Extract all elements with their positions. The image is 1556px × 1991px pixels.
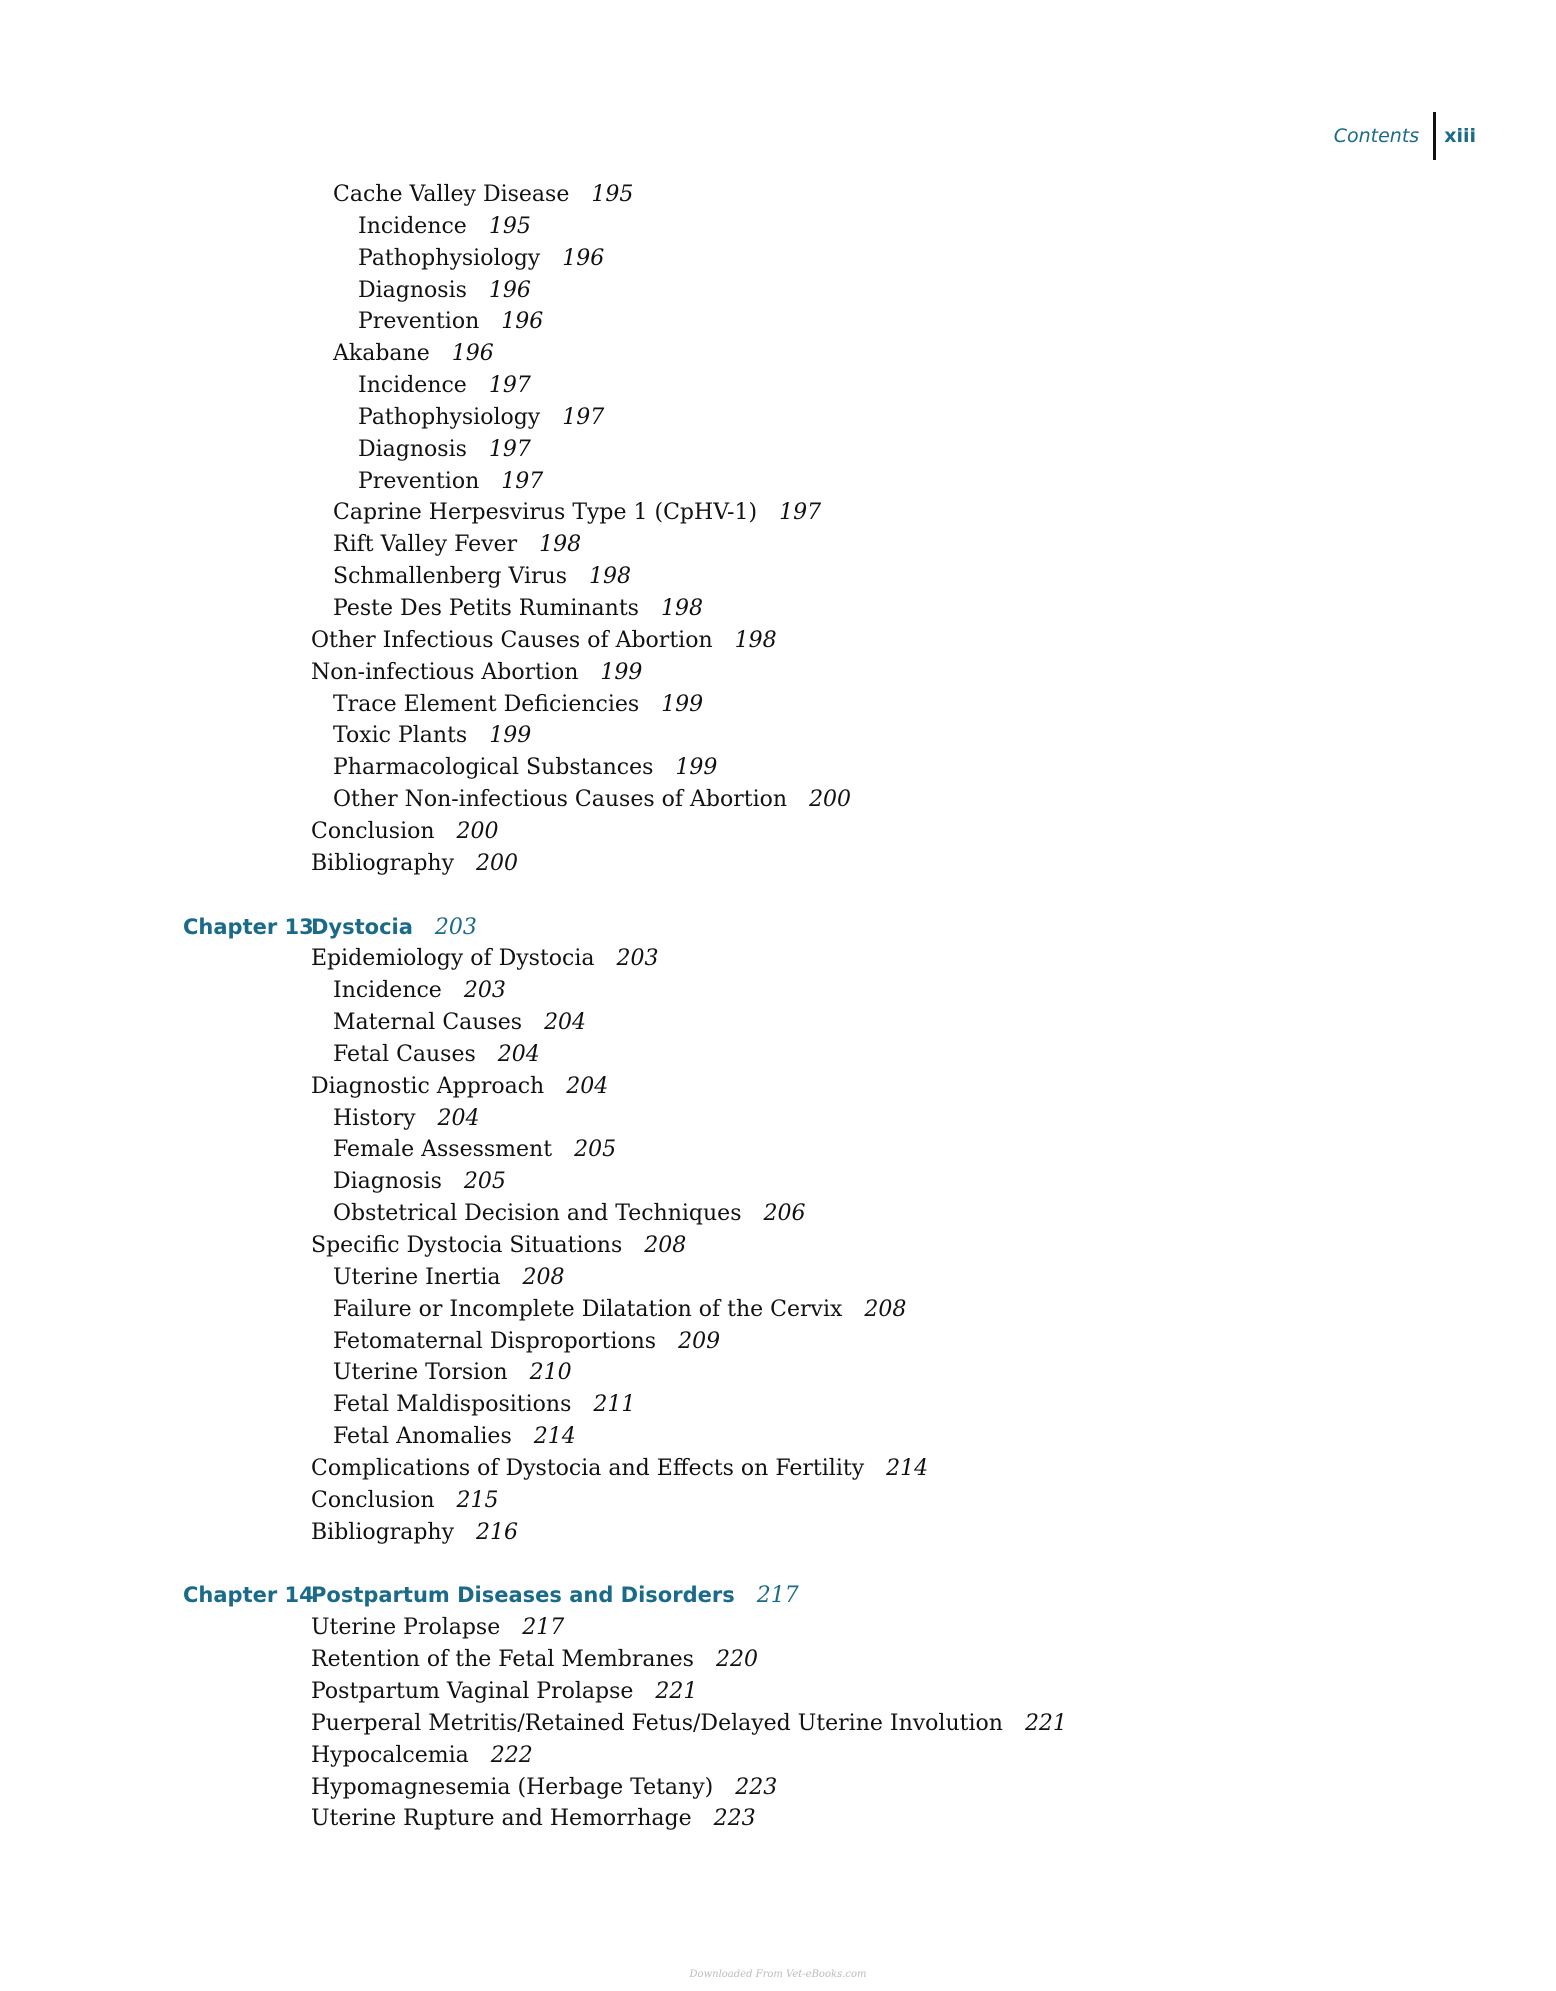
toc-entry[interactable] <box>0 561 1556 593</box>
toc-entry-title: Akabane <box>333 341 430 367</box>
toc-entry-title: Uterine Rupture and Hemorrhage <box>311 1806 692 1832</box>
toc-entry-title: Trace Element Deficiencies <box>333 691 640 717</box>
chapter-heading[interactable] <box>0 912 1556 944</box>
toc-entry[interactable] <box>0 1071 1556 1103</box>
toc-entry-title: Non-infectious Abortion <box>311 659 579 685</box>
toc-entry-title: Specific Dystocia Situations <box>311 1233 623 1258</box>
toc-entry-page: 206 <box>763 1201 806 1227</box>
toc-entry-page: 208 <box>864 1296 907 1322</box>
toc-entry-title: Epidemiology of Dystocia <box>311 946 595 972</box>
toc-entry-page: 197 <box>488 436 531 462</box>
toc-entry-page: 223 <box>713 1806 756 1832</box>
toc-entry-page: 197 <box>779 500 822 526</box>
toc-entry[interactable] <box>0 657 1556 689</box>
toc-entry-title: Obstetrical Decision and Techniques <box>333 1201 742 1227</box>
toc-entry-title: Incidence <box>358 373 467 399</box>
toc-entry-title: Failure or Incomplete Dilatation of the Cervix <box>333 1296 843 1322</box>
toc-entry-page: 204 <box>544 1010 587 1036</box>
toc-entry-title: Female Assessment <box>333 1137 553 1163</box>
toc-entry[interactable] <box>0 370 1556 402</box>
toc-entry-title: Fetal Anomalies <box>333 1424 512 1450</box>
toc-entry-page: 196 <box>451 341 494 367</box>
toc-entry-title: Diagnosis <box>358 436 467 462</box>
toc-entry[interactable] <box>0 625 1556 657</box>
toc-entry-title: Postpartum Vaginal Prolapse <box>311 1678 634 1704</box>
chapter-number: Chapter 13 <box>183 914 314 939</box>
toc-entry[interactable] <box>0 179 1556 211</box>
toc-entry-title: Diagnosis <box>333 1169 442 1195</box>
toc-entry[interactable] <box>0 1039 1556 1071</box>
toc-entry-page: 222 <box>490 1742 533 1768</box>
toc-entry-title: Retention of the Fetal Membranes <box>311 1647 694 1673</box>
toc-entry-title: Fetal Maldispositions <box>333 1392 572 1418</box>
toc-entry[interactable] <box>0 1007 1556 1039</box>
toc-entry-page: 199 <box>675 755 718 781</box>
toc-entry-page: 221 <box>1024 1710 1067 1736</box>
download-watermark: Downloaded From Vet-eBooks.com <box>689 1969 867 1980</box>
toc-entry[interactable] <box>0 593 1556 625</box>
chapter-title: Postpartum Diseases and Disorders <box>311 1583 735 1608</box>
toc-entry-page: 211 <box>593 1392 636 1418</box>
toc-entry[interactable] <box>0 243 1556 275</box>
toc-entry[interactable] <box>0 975 1556 1007</box>
chapter-number: Chapter 14 <box>183 1583 314 1608</box>
toc-entry[interactable] <box>0 1421 1556 1453</box>
toc-entry-page: 199 <box>661 691 704 717</box>
toc-entry-page: 205 <box>574 1137 617 1163</box>
toc-entry-title: Diagnosis <box>358 277 467 303</box>
toc-entry-page: 204 <box>437 1105 480 1131</box>
toc-entry[interactable] <box>0 720 1556 752</box>
toc-entry-page: 196 <box>488 277 531 303</box>
toc-entry-title: Pharmacological Substances <box>333 755 654 781</box>
chapter-spacer <box>0 880 1556 912</box>
toc-entry-page: 203 <box>616 946 659 972</box>
toc-entry[interactable] <box>0 752 1556 784</box>
toc-entry-title: Incidence <box>358 213 467 239</box>
toc-entry-page: 220 <box>715 1647 758 1673</box>
toc-entry-page: 221 <box>655 1678 698 1704</box>
toc-entry[interactable] <box>0 1198 1556 1230</box>
toc-entry-page: 223 <box>735 1774 778 1800</box>
toc-entry[interactable] <box>0 848 1556 880</box>
toc-entry[interactable] <box>0 211 1556 243</box>
toc-entry[interactable] <box>0 402 1556 434</box>
toc-entry-title: History <box>333 1105 416 1131</box>
toc-entry-title: Fetomaternal Disproportions <box>333 1328 657 1354</box>
toc-entry-page: 198 <box>539 532 582 558</box>
toc-entry-title: Rift Valley Fever <box>333 532 518 558</box>
toc-entry-page: 208 <box>644 1233 687 1258</box>
toc-entry[interactable] <box>0 1166 1556 1198</box>
toc-entry-page: 200 <box>456 818 499 844</box>
toc-entry[interactable] <box>0 1676 1556 1708</box>
toc-entry-page: 195 <box>591 182 634 207</box>
toc-entry-page: 195 <box>488 213 531 239</box>
toc-entry-page: 200 <box>476 850 518 876</box>
toc-entry[interactable] <box>0 1803 1556 1835</box>
toc-entry-page: 196 <box>501 309 544 335</box>
toc-entry-page: 204 <box>566 1073 609 1099</box>
toc-entry[interactable] <box>0 529 1556 561</box>
toc-entry[interactable] <box>0 1772 1556 1804</box>
toc-entry-title: Pathophysiology <box>358 245 541 271</box>
toc-entry-page: 196 <box>562 245 605 271</box>
toc-entry-page: 198 <box>589 564 632 590</box>
toc-entry[interactable] <box>0 1485 1556 1517</box>
toc-entry-title: Prevention <box>358 309 480 335</box>
toc-entry-title: Hypocalcemia <box>311 1742 469 1768</box>
toc-entry[interactable] <box>0 434 1556 466</box>
toc-entry[interactable] <box>0 1357 1556 1389</box>
toc-entry[interactable] <box>0 1517 1556 1549</box>
toc-entry-page: 200 <box>809 787 852 813</box>
toc-entry-page: 205 <box>463 1169 506 1195</box>
toc-entry-page: 214 <box>886 1455 929 1481</box>
toc-entry-page: 197 <box>501 468 544 494</box>
chapter-title: Dystocia <box>311 914 413 939</box>
toc-entry[interactable] <box>0 1612 1556 1644</box>
toc-entry-page: 216 <box>476 1519 518 1545</box>
chapter-page-number: 217 <box>756 1583 799 1609</box>
toc-entry-page: 203 <box>463 978 506 1004</box>
chapter-spacer <box>0 1548 1556 1580</box>
toc-entry-title: Bibliography <box>311 1519 454 1545</box>
toc-entry[interactable] <box>0 497 1556 529</box>
toc-entry-title: Complications of Dystocia and Effects on Fertility <box>311 1455 865 1481</box>
toc-entry[interactable] <box>0 816 1556 848</box>
toc-entry-title: Bibliography <box>311 850 454 876</box>
page-number: xiii <box>1444 125 1476 147</box>
toc-entry[interactable] <box>0 1294 1556 1326</box>
toc-entry-title: Conclusion <box>311 818 435 844</box>
toc-entry-title: Other Infectious Causes of Abortion <box>311 627 713 653</box>
toc-entry[interactable] <box>0 1262 1556 1294</box>
toc-entry-page: 215 <box>456 1487 499 1513</box>
toc-entry-title: Cache Valley Disease <box>333 182 570 207</box>
toc-entry-title: Prevention <box>358 468 480 494</box>
toc-entry-title: Hypomagnesemia (Herbage Tetany) <box>311 1774 714 1800</box>
chapter-page-number: 203 <box>434 914 477 940</box>
toc-entry-title: Incidence <box>333 978 442 1004</box>
toc-entry-title: Fetal Causes <box>333 1041 476 1067</box>
toc-entry-page: 197 <box>488 373 531 399</box>
toc-entry[interactable] <box>0 1708 1556 1740</box>
toc-entry-page: 209 <box>678 1328 721 1354</box>
toc-entry[interactable] <box>0 943 1556 975</box>
toc-entry-page: 217 <box>522 1615 565 1641</box>
toc-entry-page: 199 <box>600 659 643 685</box>
running-header <box>1334 112 1476 160</box>
toc-entry-page: 197 <box>562 404 605 430</box>
toc-entry[interactable] <box>0 689 1556 721</box>
toc-entry-page: 198 <box>660 595 703 621</box>
toc-entry-title: Caprine Herpesvirus Type 1 (CpHV-1) <box>333 500 758 526</box>
toc-entry-title: Uterine Inertia <box>333 1264 501 1290</box>
toc-entry-title: Diagnostic Approach <box>311 1073 545 1099</box>
toc-entry[interactable] <box>0 1453 1556 1485</box>
toc-entry[interactable] <box>0 466 1556 498</box>
toc-entry[interactable] <box>0 1134 1556 1166</box>
toc-entry-title: Puerperal Metritis/Retained Fetus/Delayed Uterine Involution <box>311 1710 1003 1736</box>
toc-entry-page: 214 <box>533 1424 576 1450</box>
toc-entry-title: Pathophysiology <box>358 404 541 430</box>
toc-entry[interactable] <box>0 1326 1556 1358</box>
toc-entry-title: Uterine Prolapse <box>311 1615 501 1641</box>
toc-entry-page: 198 <box>734 627 777 653</box>
table-of-contents <box>0 179 1556 1835</box>
toc-entry[interactable] <box>0 1103 1556 1135</box>
toc-entry-page: 204 <box>497 1041 540 1067</box>
toc-entry-title: Schmallenberg Virus <box>333 564 568 590</box>
toc-entry-title: Toxic Plants <box>333 723 468 749</box>
toc-entry-title: Maternal Causes <box>333 1010 523 1036</box>
toc-entry-title: Conclusion <box>311 1487 435 1513</box>
toc-entry[interactable] <box>0 1230 1556 1262</box>
toc-entry-page: 199 <box>489 723 532 749</box>
toc-entry[interactable] <box>0 275 1556 307</box>
toc-entry[interactable] <box>0 306 1556 338</box>
toc-entry-page: 208 <box>522 1264 565 1290</box>
toc-entry[interactable] <box>0 338 1556 370</box>
toc-entry-title: Other Non-infectious Causes of Abortion <box>333 787 788 813</box>
toc-entry[interactable] <box>0 1389 1556 1421</box>
toc-entry[interactable] <box>0 784 1556 816</box>
toc-entry-title: Peste Des Petits Ruminants <box>333 595 639 621</box>
running-header-label: Contents <box>1333 125 1420 147</box>
chapter-heading[interactable] <box>0 1580 1556 1612</box>
toc-entry[interactable] <box>0 1740 1556 1772</box>
toc-entry-title: Uterine Torsion <box>333 1360 508 1386</box>
toc-entry[interactable] <box>0 1644 1556 1676</box>
toc-entry-page: 210 <box>529 1360 572 1386</box>
